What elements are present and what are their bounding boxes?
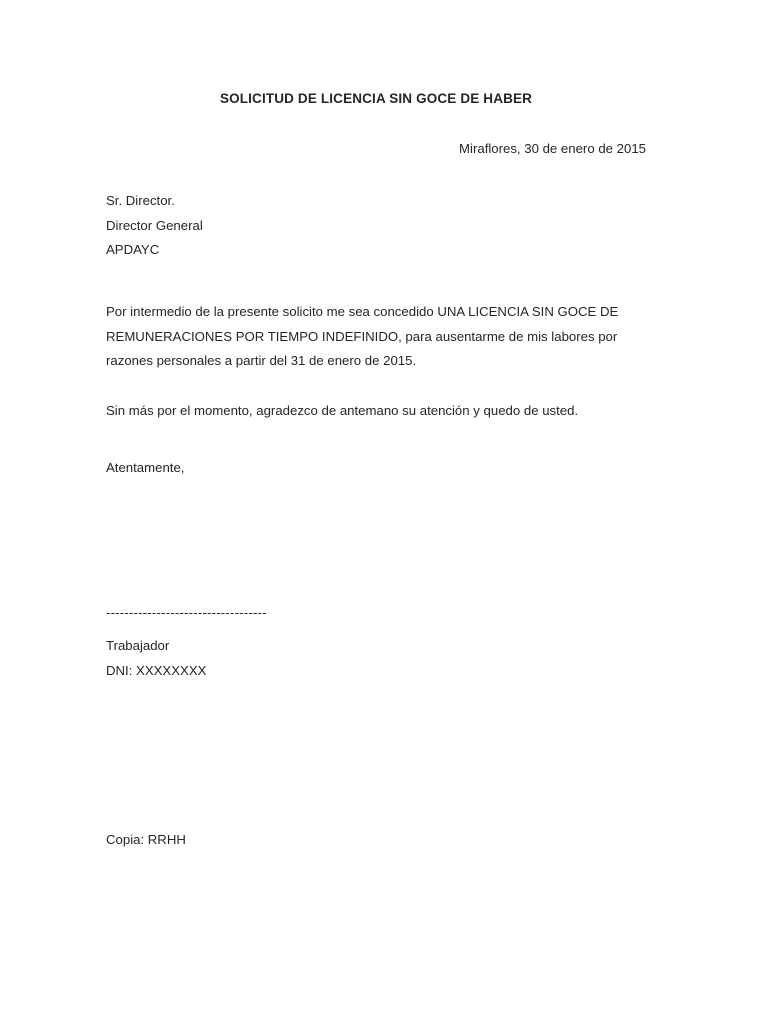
signature-role: Trabajador — [106, 638, 170, 653]
signature-rule: ----------------------------------- — [106, 605, 267, 620]
copy-note: Copia: RRHH — [106, 832, 186, 847]
page-title: SOLICITUD DE LICENCIA SIN GOCE DE HABER — [219, 91, 533, 106]
closing-paragraph: Sin más por el momento, agradezco de antemano su atención y quedo de usted. — [106, 403, 579, 419]
date-line: Miraflores, 30 de enero de 2015 — [459, 141, 646, 156]
recipient-position: Director General — [106, 217, 203, 233]
recipient-salutation: Sr. Director. — [106, 193, 175, 208]
salutation-line: Atentamente, — [106, 460, 185, 475]
recipient-organization: APDAYC — [106, 242, 160, 257]
body-paragraph: Por intermedio de la presente solicito me sea concedido UNA LICENCIA SIN GOCE DE REMUNERACIONES POR TIEMPO INDEFINIDO, para ausentarme de mis labores por razones personales a partir del 31 de enero de 2015. — [106, 304, 619, 369]
signature-id: DNI: XXXXXXXX — [106, 662, 207, 678]
signature-block — [106, 634, 646, 683]
recipient-block — [106, 189, 646, 263]
